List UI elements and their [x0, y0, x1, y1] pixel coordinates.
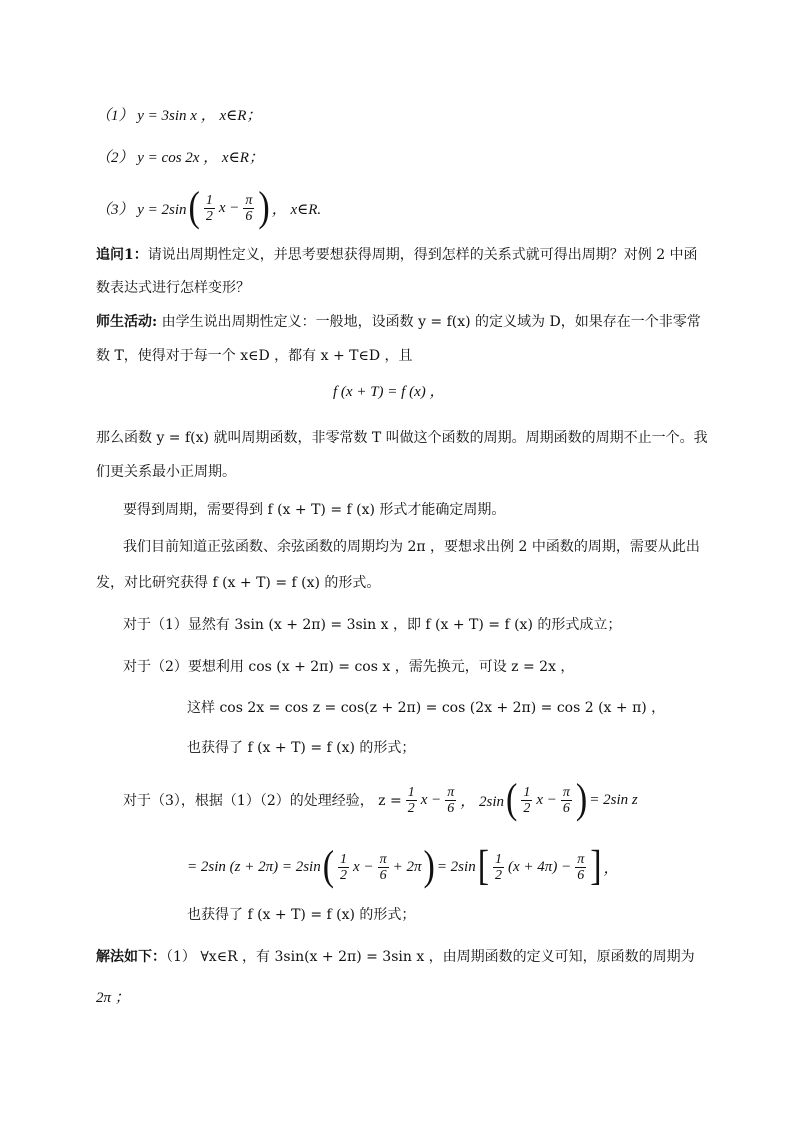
fraction-half: $\frac{1}{2}$ [340, 851, 348, 883]
x-minus: x − [218, 199, 240, 216]
case-3-post: = 2sin z [589, 791, 638, 808]
left-bracket: [ [477, 843, 490, 890]
periodic-def-paragraph [96, 428, 708, 448]
x-plus-4pi: (x + 4π) − [508, 858, 572, 875]
activity-text: 由学生说出周期性定义：一般地，设函数 y = f(x) 的定义域为 D，如果存在一个非零常 [157, 314, 701, 330]
left-paren: ( [322, 843, 335, 890]
activity-text-2: 数 T，使得对于每一个 x∈D ，都有 x + T∈D ，且 [96, 348, 413, 364]
case-3-mid: ， 2sin [460, 793, 505, 810]
periodic-def-text-2: 们更关系最小正周期。 [96, 464, 236, 480]
right-paren: ) [423, 843, 435, 890]
paragraph-known-periods [123, 537, 700, 557]
plus-2pi: + 2π [392, 858, 422, 875]
case-3-conclusion [187, 905, 415, 925]
derivation-mid: = 2sin [436, 858, 476, 875]
example-line-1 [96, 106, 261, 126]
x-minus: x − [420, 791, 442, 808]
case-2-derivation-text: 这样 cos 2x = cos z = cos(z + 2π) = cos (2x + 2π) = cos 2 (x + π) ， [187, 700, 666, 716]
periodic-def-text: 那么函数 y = f(x) 就叫周期函数，非零常数 T 叫做这个函数的周期。周期函数的周期不止一个。我 [96, 430, 708, 446]
x-minus: x − [536, 791, 557, 808]
case-2-derivation [187, 698, 665, 718]
fraction-half: $\frac{1}{2}$ [523, 784, 531, 816]
follow-up-question [96, 245, 698, 265]
paragraph-known-periods-2 [96, 573, 380, 593]
right-paren: ) [575, 776, 588, 823]
fraction-half: $\frac{1}{2}$ [205, 192, 213, 224]
right-paren: ) [258, 184, 270, 231]
left-paren: ( [188, 184, 200, 231]
solution-label: 解法如下： [96, 949, 166, 965]
centered-equation [333, 382, 444, 402]
fraction-half: $\frac{1}{2}$ [407, 784, 415, 816]
fraction-pi-6: $\frac{\pi}{6}$ [245, 192, 253, 224]
case-1-paragraph [123, 615, 621, 635]
solution-paragraph [96, 947, 695, 967]
periodic-def-paragraph-2 [96, 462, 236, 482]
derivation-post: ， [603, 860, 619, 877]
example-3-prefix: （3） y = 2sin [96, 201, 187, 218]
case-2-text: 对于（2）要想利用 cos (x + 2π) = cos x ，需先换元，可设 z = 2x ， [123, 659, 575, 675]
get-period-text: 要得到周期，需要得到 f (x + T) = f (x) 形式才能确定周期。 [123, 502, 506, 518]
right-bracket: ] [590, 843, 602, 890]
example-3-suffix: ， x∈R. [271, 201, 322, 218]
case-3-paragraph [123, 778, 640, 822]
left-paren: ( [506, 776, 518, 823]
solution-text: （1） ∀x∈R ，有 3sin(x + 2π) = 3sin x ，由周期函数的定义可知，原函数的周期为 [166, 949, 695, 965]
known-periods-text-2: 发，对比研究获得 f (x + T) = f (x) 的形式。 [96, 575, 381, 591]
activity-paragraph [96, 312, 701, 332]
case-1-text: 对于（1）显然有 3sin (x + 2π) = 3sin x ，即 f (x + T) = f (x) 的形式成立； [123, 617, 622, 633]
paragraph-get-period [123, 500, 505, 520]
equation-text: f (x + T) = f (x) ， [333, 384, 445, 400]
example-2-text: （2） y = cos 2x ， x∈R； [96, 150, 264, 166]
case-2-conclusion [187, 738, 415, 758]
fraction-half: $\frac{1}{2}$ [495, 851, 503, 883]
follow-up-question-2 [96, 278, 250, 298]
follow-up-text-2: 数表达式进行怎样变形？ [96, 280, 250, 296]
fraction-pi-6: $\frac{\pi}{6}$ [379, 851, 387, 883]
solution-text-2: 2π ； [96, 990, 130, 1006]
activity-paragraph-2 [96, 346, 413, 366]
follow-up-text: 请说出周期性定义，并思考要想获得周期，得到怎样的关系式就可得出周期？对例 2 中函 [147, 247, 698, 263]
case-2-paragraph [123, 657, 574, 677]
example-line-3 [96, 184, 323, 231]
case-3-prefix: 对于（3），根据（1）（2）的处理经验， z = [123, 793, 402, 809]
derivation-prefix: = 2sin (z + 2π) = 2sin [187, 858, 321, 875]
fraction-pi-6: $\frac{\pi}{6}$ [562, 784, 570, 816]
activity-label: 师生活动: [96, 314, 158, 330]
solution-paragraph-2 [96, 988, 130, 1008]
known-periods-text: 我们目前知道正弦函数、余弦函数的周期均为 2π ，要想求出例 2 中函数的周期，需要从此出 [123, 539, 700, 555]
example-1-text: （1） y = 3sin x ， x∈R； [96, 108, 262, 124]
case-3-derivation [187, 845, 621, 889]
case-3-conclusion-text: 也获得了 f (x + T) = f (x) 的形式； [187, 907, 416, 923]
fraction-pi-6: $\frac{\pi}{6}$ [447, 784, 455, 816]
case-2-conclusion-text: 也获得了 f (x + T) = f (x) 的形式； [187, 740, 416, 756]
example-line-2 [96, 148, 264, 168]
fraction-pi-6: $\frac{\pi}{6}$ [577, 851, 585, 883]
follow-up-label: 追问1： [96, 247, 148, 263]
x-minus: x − [353, 858, 374, 875]
